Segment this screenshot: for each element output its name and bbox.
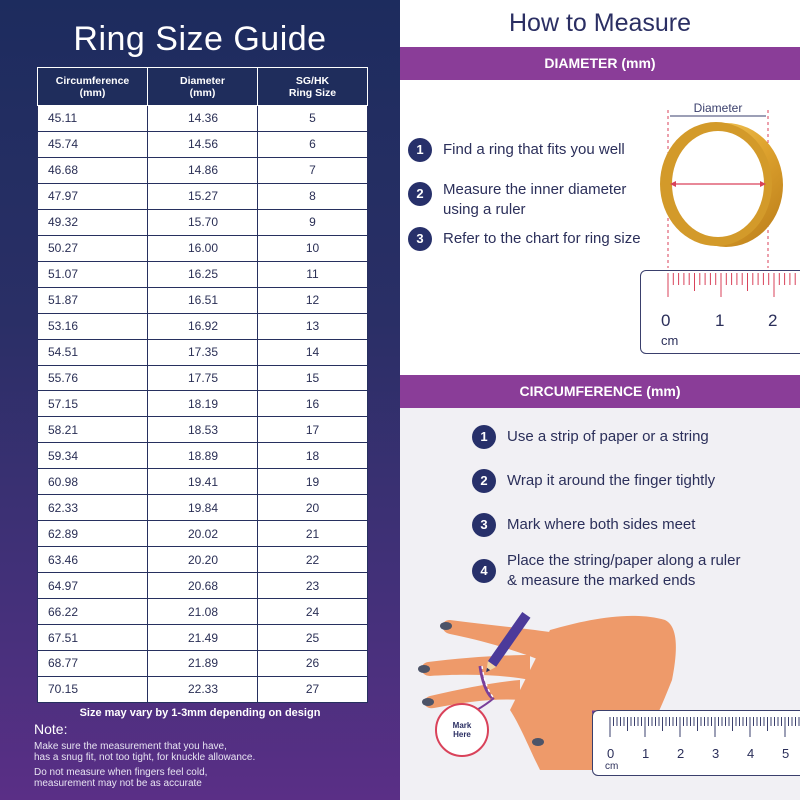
step-text: Find a ring that fits you well — [443, 141, 625, 158]
circumference-section-header: CIRCUMFERENCE (mm) — [400, 375, 800, 408]
table-row — [38, 469, 368, 495]
ring-size-table — [37, 67, 368, 703]
diameter-cell: 19.84 — [148, 495, 258, 521]
diameter-section-header: DIAMETER (mm) — [400, 47, 800, 80]
table-row — [38, 625, 368, 651]
diameter-cell: 17.35 — [148, 339, 258, 365]
ring-size-cell: 18 — [258, 443, 368, 469]
diameter-step-1 — [408, 138, 625, 162]
step-number-badge: 3 — [472, 513, 496, 537]
ruler-unit: cm — [661, 333, 679, 348]
ring-size-cell: 23 — [258, 573, 368, 599]
ruler-number: 5 — [782, 746, 790, 761]
diameter-cell: 15.27 — [148, 183, 258, 209]
table-row — [38, 261, 368, 287]
diameter-cell: 17.75 — [148, 365, 258, 391]
circumference-step-3 — [472, 513, 695, 537]
diameter-cell: 18.19 — [148, 391, 258, 417]
diameter-cell: 15.70 — [148, 209, 258, 235]
ring-size-cell: 22 — [258, 547, 368, 573]
circumference-cell: 55.76 — [38, 365, 148, 391]
circumference-cell: 54.51 — [38, 339, 148, 365]
circumference-cell: 68.77 — [38, 651, 148, 677]
diameter-cell: 16.51 — [148, 287, 258, 313]
ring-size-cell: 9 — [258, 209, 368, 235]
how-to-measure-title: How to Measure — [508, 9, 692, 37]
step-number-badge: 2 — [408, 182, 432, 206]
ruler-unit: cm — [605, 761, 619, 772]
circumference-cell: 64.97 — [38, 573, 148, 599]
circumference-cell: 50.27 — [38, 235, 148, 261]
circumference-cell: 45.74 — [38, 131, 148, 157]
ring-size-cell: 16 — [258, 391, 368, 417]
diameter-label: Diameter — [693, 101, 743, 115]
table-row — [38, 676, 368, 702]
table-row — [38, 547, 368, 573]
circumference-cell: 45.11 — [38, 106, 148, 132]
table-row — [38, 365, 368, 391]
diameter-cell: 21.08 — [148, 599, 258, 625]
diameter-cell: 19.41 — [148, 469, 258, 495]
circumference-cell: 57.15 — [38, 391, 148, 417]
ring-size-cell: 26 — [258, 651, 368, 677]
diameter-cell: 18.53 — [148, 417, 258, 443]
header-circumference: Circumference (mm) — [38, 68, 148, 106]
table-row — [38, 495, 368, 521]
size-variation-note: Size may vary by 1-3mm depending on design — [79, 707, 321, 719]
diameter-cell: 14.36 — [148, 106, 258, 132]
ring-size-cell: 5 — [258, 106, 368, 132]
circumference-cell: 47.97 — [38, 183, 148, 209]
step-text: Use a strip of paper or a string — [507, 428, 709, 445]
diameter-cell: 21.49 — [148, 625, 258, 651]
circumference-cell: 60.98 — [38, 469, 148, 495]
table-row — [38, 339, 368, 365]
circumference-cell: 62.89 — [38, 521, 148, 547]
diameter-cell: 14.86 — [148, 157, 258, 183]
ruler-number: 2 — [768, 311, 778, 330]
header-diameter: Diameter (mm) — [148, 68, 258, 106]
diameter-cell: 20.68 — [148, 573, 258, 599]
ruler-number: 4 — [747, 746, 755, 761]
ring-size-cell: 8 — [258, 183, 368, 209]
diameter-cell: 20.20 — [148, 547, 258, 573]
note-text-2: Do not measure when fingers feel cold, measurement may not be as accurate — [34, 767, 208, 789]
step-number-badge: 1 — [408, 138, 432, 162]
step-number-badge: 2 — [472, 469, 496, 493]
diameter-cell: 18.89 — [148, 443, 258, 469]
step-text: Wrap it around the finger tightly — [507, 472, 716, 489]
ring-size-cell: 21 — [258, 521, 368, 547]
step-text: Mark where both sides meet — [507, 516, 696, 533]
circumference-cell: 51.07 — [38, 261, 148, 287]
ring-size-cell: 11 — [258, 261, 368, 287]
table-body — [38, 106, 368, 703]
ring-size-cell: 10 — [258, 235, 368, 261]
circumference-cell: 49.32 — [38, 209, 148, 235]
diameter-cell: 16.00 — [148, 235, 258, 261]
table-row — [38, 287, 368, 313]
table-row — [38, 443, 368, 469]
circumference-cell: 46.68 — [38, 157, 148, 183]
ring-size-cell: 7 — [258, 157, 368, 183]
table-row — [38, 651, 368, 677]
circumference-cell: 62.33 — [38, 495, 148, 521]
ring-size-cell: 24 — [258, 599, 368, 625]
diameter-cell: 22.33 — [148, 676, 258, 702]
table-row — [38, 235, 368, 261]
circumference-step-1 — [472, 425, 709, 449]
table-row — [38, 521, 368, 547]
ruler-ticks — [593, 711, 800, 741]
circumference-ruler — [592, 710, 800, 776]
table-row — [38, 313, 368, 339]
diameter-cell: 14.56 — [148, 131, 258, 157]
circumference-step-2 — [472, 469, 715, 493]
ring-size-cell: 27 — [258, 676, 368, 702]
ruler-number: 1 — [642, 746, 650, 761]
step-number-badge: 4 — [472, 559, 496, 583]
note-text-1: Make sure the measurement that you have, has a snug fit, not too tight, for knuckle allowance. — [34, 741, 256, 763]
step-number-badge: 3 — [408, 227, 432, 251]
table-row — [38, 157, 368, 183]
circumference-cell: 53.16 — [38, 313, 148, 339]
table-row — [38, 209, 368, 235]
diameter-step-2 — [408, 180, 626, 220]
ruler-number: 3 — [712, 746, 720, 761]
circumference-cell: 70.15 — [38, 676, 148, 702]
diameter-step-3 — [408, 227, 641, 251]
ruler-number: 0 — [661, 311, 671, 330]
note-title: Note: — [34, 721, 68, 737]
ruler-ticks — [641, 271, 800, 311]
ruler-number: 0 — [607, 746, 615, 761]
step-text: Refer to the chart for ring size — [443, 230, 641, 247]
header-ring-size: SG/HK Ring Size — [258, 68, 368, 106]
table-row — [38, 106, 368, 132]
diameter-ruler — [640, 270, 800, 354]
diameter-cell: 16.92 — [148, 313, 258, 339]
table-row — [38, 417, 368, 443]
ring-size-cell: 6 — [258, 131, 368, 157]
ring-size-cell: 19 — [258, 469, 368, 495]
table-row — [38, 573, 368, 599]
circumference-step-4 — [472, 551, 740, 591]
ring-size-cell: 13 — [258, 313, 368, 339]
ring-size-cell: 15 — [258, 365, 368, 391]
ring-size-cell: 12 — [258, 287, 368, 313]
step-number-badge: 1 — [472, 425, 496, 449]
mark-here-label: Mark Here — [452, 721, 472, 739]
circumference-cell: 59.34 — [38, 443, 148, 469]
circumference-cell: 63.46 — [38, 547, 148, 573]
diameter-cell: 21.89 — [148, 651, 258, 677]
step-text: Measure the inner diameter using a ruler — [443, 181, 627, 218]
step-text: Place the string/paper along a ruler & measure the marked ends — [507, 552, 741, 589]
circumference-cell: 67.51 — [38, 625, 148, 651]
table-row — [38, 183, 368, 209]
ring-size-cell: 20 — [258, 495, 368, 521]
ring-size-cell: 17 — [258, 417, 368, 443]
table-header-row — [38, 68, 368, 106]
table-row — [38, 599, 368, 625]
circumference-cell: 66.22 — [38, 599, 148, 625]
ruler-number: 1 — [715, 311, 725, 330]
circumference-cell: 58.21 — [38, 417, 148, 443]
table-row — [38, 391, 368, 417]
gold-ring-illustration — [640, 98, 800, 268]
diameter-cell: 16.25 — [148, 261, 258, 287]
diameter-cell: 20.02 — [148, 521, 258, 547]
ring-size-cell: 14 — [258, 339, 368, 365]
guide-title: Ring Size Guide — [73, 20, 327, 58]
ruler-number: 2 — [677, 746, 685, 761]
circumference-cell: 51.87 — [38, 287, 148, 313]
table-row — [38, 131, 368, 157]
ring-size-cell: 25 — [258, 625, 368, 651]
